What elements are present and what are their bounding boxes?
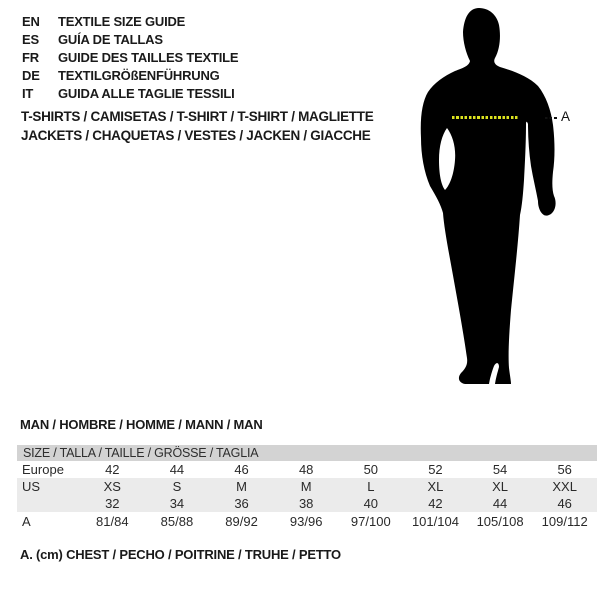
- table-cell: 42: [428, 496, 443, 511]
- table-cell: 85/88: [160, 513, 194, 529]
- table-cell: 52: [428, 462, 443, 477]
- language-label: GUIDA ALLE TAGLIE TESSILI: [58, 86, 235, 101]
- language-row-it: [22, 85, 238, 103]
- language-row-en: [22, 13, 238, 31]
- row-label: Europe: [22, 462, 64, 477]
- language-label: GUÍA DE TALLAS: [58, 32, 163, 47]
- table-cell: 38: [298, 496, 314, 511]
- table-cell: 32: [105, 496, 120, 511]
- table-row-chest: [17, 512, 597, 530]
- language-code: IT: [22, 86, 34, 101]
- language-code: DE: [22, 68, 40, 83]
- table-cell: 97/100: [350, 513, 391, 529]
- table-cell: 44: [169, 462, 185, 477]
- row-label: US: [22, 479, 41, 494]
- language-row-de: [22, 67, 238, 85]
- table-cell: 89/92: [225, 513, 258, 529]
- row-label: A: [22, 513, 31, 529]
- table-row-us: [17, 478, 597, 495]
- language-label: TEXTILGRÖßENFÜHRUNG: [58, 68, 220, 83]
- table-cell: XXL: [552, 479, 577, 494]
- table-cell: 46: [557, 496, 572, 511]
- table-cell: 48: [298, 462, 314, 477]
- table-cell: M: [236, 479, 247, 494]
- language-list: [22, 13, 238, 103]
- category-jackets: JACKETS / CHAQUETAS / VESTES / JACKEN / GIACCHE: [21, 128, 371, 143]
- measure-pointer-line: [545, 117, 559, 119]
- table-cell: 105/108: [476, 513, 524, 529]
- table-cell: 56: [557, 462, 572, 477]
- language-row-es: [22, 31, 238, 49]
- table-cell: 109/112: [541, 513, 588, 529]
- table-cell: XL: [427, 479, 444, 494]
- language-label: TEXTILE SIZE GUIDE: [58, 14, 186, 29]
- section-title-man: MAN / HOMBRE / HOMME / MANN / MAN: [20, 417, 263, 432]
- table-cell: S: [172, 479, 182, 494]
- category-tshirts: T-SHIRTS / CAMISETAS / T-SHIRT / T-SHIRT / MAGLIETTE: [21, 109, 374, 124]
- table-row-us-numeric: [17, 495, 597, 512]
- table-row-europe: [17, 461, 597, 478]
- table-cell: XS: [103, 479, 121, 494]
- measure-label-a: A: [561, 109, 571, 124]
- table-cell: 44: [492, 496, 508, 511]
- category-list: [21, 107, 373, 145]
- table-cell: 81/84: [96, 513, 129, 529]
- table-cell: 36: [234, 496, 249, 511]
- table-cell: L: [367, 479, 375, 494]
- size-table: [17, 445, 597, 530]
- footnote-chest: A. (cm) CHEST / PECHO / POITRINE / TRUHE / PETTO: [20, 547, 341, 562]
- table-cell: 50: [363, 462, 379, 477]
- language-label: GUIDE DES TAILLES TEXTILE: [58, 50, 239, 65]
- language-code: FR: [22, 50, 39, 65]
- table-cell: 101/104: [411, 513, 459, 529]
- language-row-fr: [22, 49, 238, 67]
- table-cell: 93/96: [289, 513, 323, 529]
- table-cell: 46: [234, 462, 249, 477]
- table-cell: M: [300, 479, 312, 494]
- table-cell: 34: [169, 496, 185, 511]
- size-table-header: SIZE / TALLA / TAILLE / GRÖSSE / TAGLIA: [17, 445, 597, 461]
- table-cell: 40: [363, 496, 379, 511]
- table-cell: 54: [492, 462, 508, 477]
- language-code: ES: [22, 32, 39, 47]
- table-cell: XL: [492, 479, 509, 494]
- table-cell: 42: [105, 462, 120, 477]
- language-code: EN: [22, 14, 40, 29]
- chest-measure-line: [452, 116, 518, 119]
